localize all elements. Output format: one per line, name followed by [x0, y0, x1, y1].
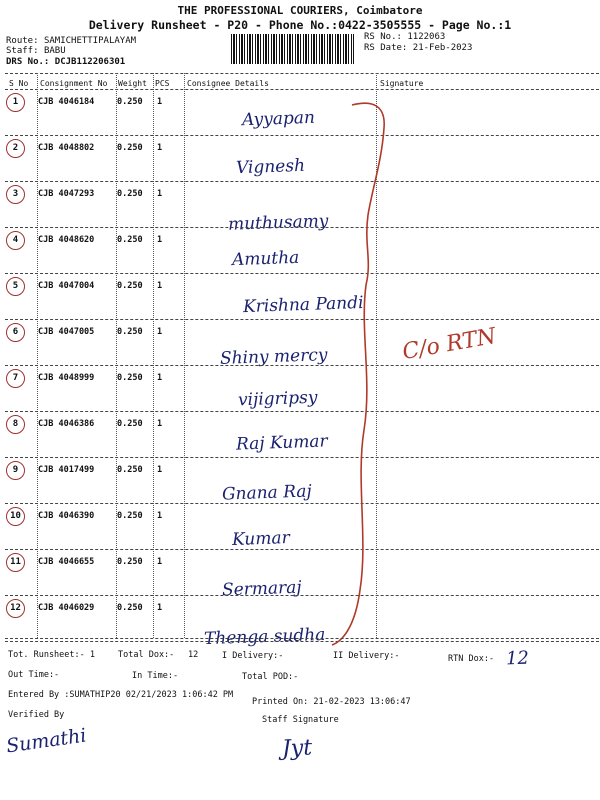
col-header-pcs: PCS: [155, 79, 170, 88]
rs-no-label: RS No.:: [364, 32, 402, 42]
drs-value: DCJB112206301: [54, 57, 126, 67]
tot-runsheet: Tot. Runsheet:- 1: [8, 650, 95, 660]
verified-signature: Sumathi: [4, 724, 88, 758]
route-value: SAMICHETTIPALAYAM: [43, 36, 137, 46]
total-dox-label: Total Dox:-: [118, 650, 175, 660]
row-pcs: 1: [157, 143, 163, 153]
row-consignment: CJB 4048802: [38, 143, 95, 153]
row-consignee: Gnana Raj: [221, 481, 313, 505]
row-sno: 5: [6, 277, 25, 296]
col-header-signature: Signature: [380, 79, 424, 88]
out-time-label: Out Time:-: [8, 670, 60, 680]
row-consignment: CJB 4047005: [38, 327, 95, 337]
row-weight: 0.250: [117, 603, 143, 613]
footer-top-rule: [5, 638, 599, 639]
row-weight: 0.250: [117, 235, 143, 245]
row-pcs: 1: [157, 603, 163, 613]
row-consignee: Vignesh: [235, 155, 306, 179]
row-consignment: CJB 4046386: [38, 419, 95, 429]
row-weight: 0.250: [117, 557, 143, 567]
col-header-sno: S No: [9, 79, 29, 88]
row-pcs: 1: [157, 511, 163, 521]
row-sno: 7: [6, 369, 25, 388]
row-sno: 12: [6, 599, 25, 618]
row-sno: 1: [6, 93, 25, 112]
verified-by-label: Verified By: [8, 710, 65, 720]
row-sno: 10: [6, 507, 25, 526]
row-consignment: CJB 4047293: [38, 189, 95, 199]
row-consignee: Krishna Pandi: [242, 292, 364, 318]
row-sno: 11: [6, 553, 25, 572]
route-label: Route:: [6, 36, 39, 46]
row-consignment: CJB 4048620: [38, 235, 95, 245]
col-header-consignment: Consignment No: [40, 79, 108, 88]
row-consignee: Kumar: [231, 527, 291, 551]
row-sno: 3: [6, 185, 25, 204]
total-dox-value: 12: [188, 650, 199, 660]
row-weight: 0.250: [117, 281, 143, 291]
row-weight: 0.250: [117, 327, 143, 337]
in-time-label: In Time:-: [132, 671, 179, 681]
row-pcs: 1: [157, 419, 163, 429]
row-pcs: 1: [157, 557, 163, 567]
row-weight: 0.250: [117, 465, 143, 475]
rs-no-value: 1122063: [407, 32, 446, 42]
runsheet-title: Delivery Runsheet - P20 - Phone No.:0422-3505555 - Page No.:1: [88, 18, 512, 32]
row-consignment: CJB 4046655: [38, 557, 95, 567]
drs-label: DRS No.:: [6, 57, 50, 67]
row-weight: 0.250: [117, 143, 143, 153]
rs-date-label: RS Date:: [364, 43, 408, 53]
row-consignee: Shiny mercy: [219, 345, 328, 369]
row-consignment: CJB 4046029: [38, 603, 95, 613]
row-consignee: vijigripsy: [237, 387, 318, 411]
row-consignment: CJB 4017499: [38, 465, 95, 475]
return-annotation: C/o RTN: [400, 323, 499, 366]
ii-delivery-label: II Delivery:-: [333, 651, 400, 661]
row-consignee: Amutha: [231, 247, 300, 271]
i-delivery-label: I Delivery:-: [222, 651, 284, 661]
row-consignee: Raj Kumar: [235, 431, 328, 455]
row-consignment: CJB 4047004: [38, 281, 95, 291]
printed-on: Printed On: 21-02-2023 13:06:47: [252, 697, 411, 707]
staff-signature-mark: Jyt: [281, 735, 313, 762]
row-weight: 0.250: [117, 511, 143, 521]
row-weight: 0.250: [117, 97, 143, 107]
row-pcs: 1: [157, 189, 163, 199]
row-consignment: CJB 4046390: [38, 511, 95, 521]
rtn-dox-value: 12: [505, 647, 530, 670]
entered-by: Entered By :SUMATHIP20 02/21/2023 1:06:42 PM: [8, 690, 234, 700]
company-title: THE PROFESSIONAL COURIERS, Coimbatore: [177, 4, 423, 17]
row-consignee: Thenga sudha: [203, 624, 326, 650]
row-pcs: 1: [157, 97, 163, 107]
row-pcs: 1: [157, 235, 163, 245]
row-consignment: CJB 4048999: [38, 373, 95, 383]
col-header-weight: Weight: [118, 79, 147, 88]
row-pcs: 1: [157, 373, 163, 383]
staff-signature-label: Staff Signature: [262, 715, 339, 725]
staff-value: BABU: [43, 46, 66, 56]
row-consignee: Ayyapan: [241, 107, 316, 131]
row-sno: 6: [6, 323, 25, 342]
row-pcs: 1: [157, 281, 163, 291]
rtn-dox-label: RTN Dox:-: [448, 654, 495, 664]
row-pcs: 1: [157, 465, 163, 475]
total-pod-label: Total POD:-: [242, 672, 299, 682]
row-weight: 0.250: [117, 189, 143, 199]
row-sno: 9: [6, 461, 25, 480]
rs-date-value: 21-Feb-2023: [412, 43, 473, 53]
row-consignee: Sermaraj: [221, 577, 302, 601]
col-header-consignee: Consignee Details: [187, 79, 269, 88]
row-weight: 0.250: [117, 373, 143, 383]
row-weight: 0.250: [117, 419, 143, 429]
row-consignee: muthusamy: [227, 211, 329, 235]
staff-label: Staff:: [6, 46, 39, 56]
row-consignment: CJB 4046184: [38, 97, 95, 107]
row-sno: 4: [6, 231, 25, 250]
row-pcs: 1: [157, 327, 163, 337]
row-sno: 2: [6, 139, 25, 158]
row-sno: 8: [6, 415, 25, 434]
